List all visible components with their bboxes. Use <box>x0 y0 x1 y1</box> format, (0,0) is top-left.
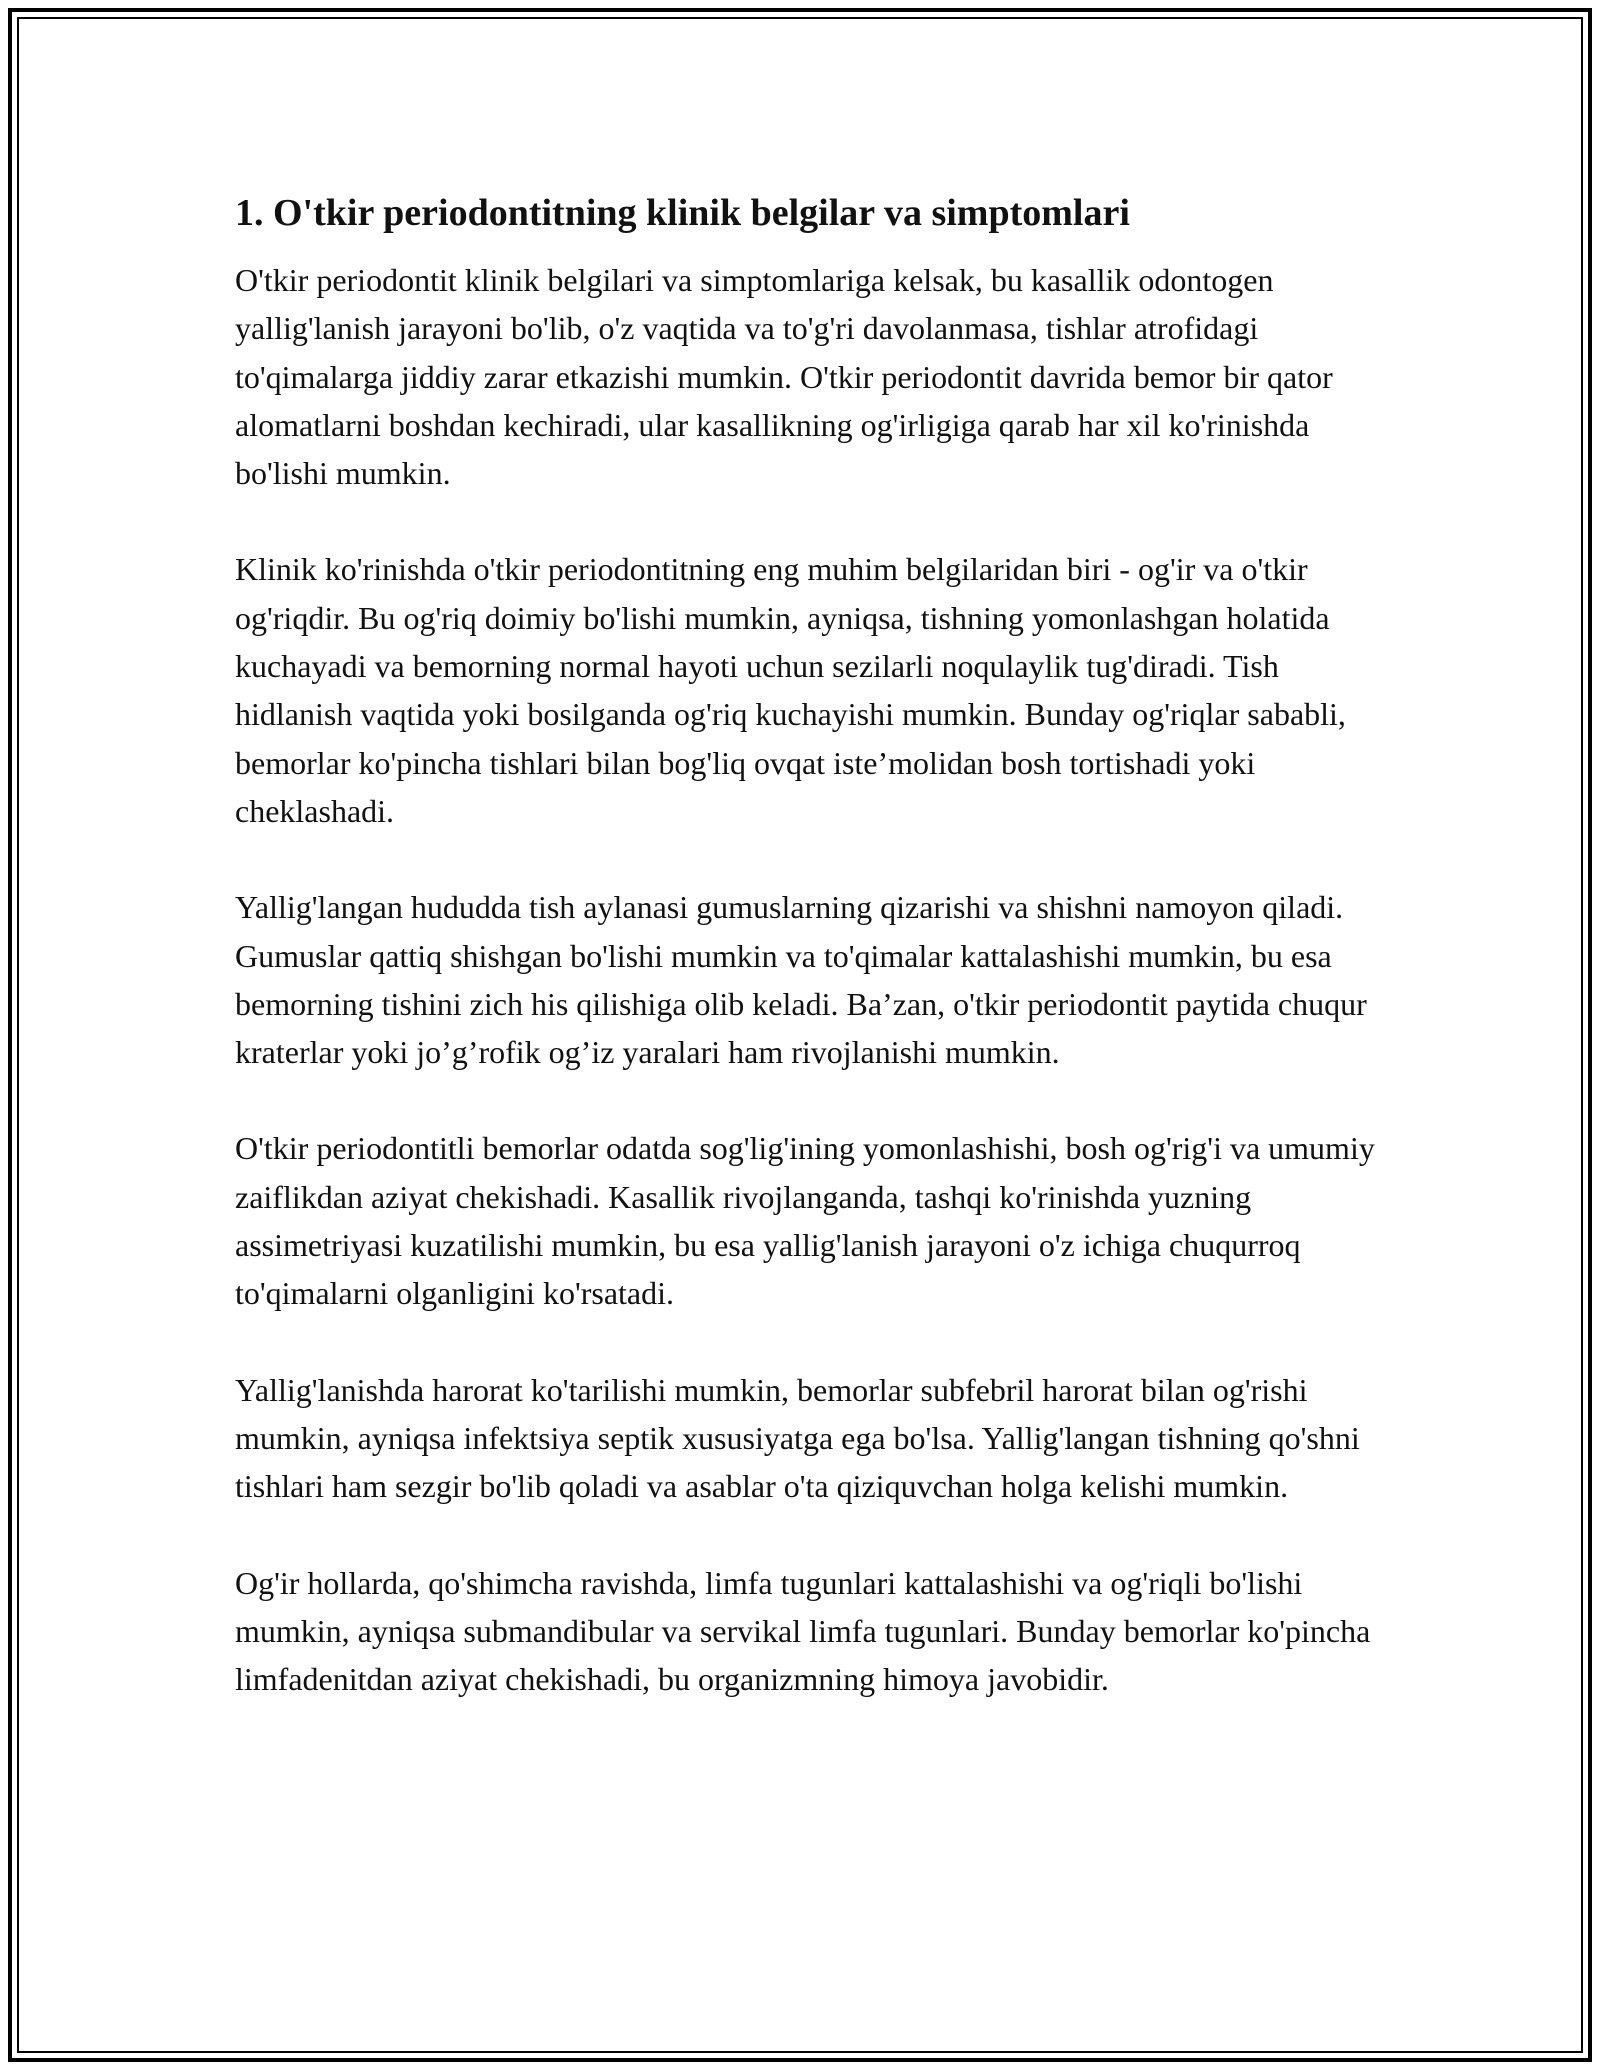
section-heading: 1. O'tkir periodontitning klinik belgilar va simptomlari <box>235 192 1130 234</box>
paragraph-5: Yallig'lanishda harorat ko'tarilishi mumkin, bemorlar subfebril harorat bilan og'rishi mumkin, ayniqsa infektsiya septik xususiyatga ega bo'lsa. Yallig'langan tishning qo'shni tishlari ham sezgir bo'lib qoladi va asablar o'ta qiziquvchan holga kelishi mumkin. <box>235 1371 1360 1505</box>
paragraph-6: Og'ir hollarda, qo'shimcha ravishda, limfa tugunlari kattalashishi va og'riqli bo'lishi mumkin, ayniqsa submandibular va servikal limfa tugunlari. Bunday bemorlar ko'pincha limfadenitdan aziyat chekishadi, bu organizmning himoya javobidir. <box>235 1564 1371 1698</box>
document-body <box>235 186 1375 1703</box>
paragraph-3: Yallig'langan hududda tish aylanasi gumuslarning qizarishi va shishni namoyon qiladi. Gumuslar qattiq shishgan bo'lishi mumkin va to'qimalar kattalashishi mumkin, bu esa bemorning tishini zich his qilishiga olib keladi. Ba’zan, o'tkir periodontit paytida chuqur kraterlar yoki jo’g’rofik og’iz yaralari ham rivojlanishi mumkin. <box>235 889 1367 1071</box>
paragraph-4: O'tkir periodontitli bemorlar odatda sog'lig'ining yomonlashishi, bosh og'rig'i va umumiy zaiflikdan aziyat chekishadi. Kasallik rivojlanganda, tashqi ko'rinishda yuzning assimetriyasi kuzatilishi mumkin, bu esa yallig'lanish jarayoni o'z ichiga chuqurroq to'qimalarni olganligini ko'rsatadi. <box>235 1130 1375 1312</box>
paragraph-2: Klinik ko'rinishda o'tkir periodontitning eng muhim belgilaridan biri - og'ir va o'tkir og'riqdir. Bu og'riq doimiy bo'lishi mumkin, ayniqsa, tishning yomonlashgan holatida kuchayadi va bemorning normal hayoti uchun sezilarli noqulaylik tug'diradi. Tish hidlanish vaqtida yoki bosilganda og'riq kuchayishi mumkin. Bunday og'riqlar sababli, bemorlar ko'pincha tishlari bilan bog'liq ovqat iste’molidan bosh tortishadi yoki cheklashadi. <box>235 551 1346 829</box>
paragraph-1: O'tkir periodontit klinik belgilari va simptomlariga kelsak, bu kasallik odontogen yallig'lanish jarayoni bo'lib, o'z vaqtida va to'g'ri davolanmasa, tishlar atrofidagi to'qimalarga jiddiy zarar etkazishi mumkin. O'tkir periodontit davrida bemor bir qator alomatlarni boshdan kechiradi, ular kasallikning og'irligiga qarab har xil ko'rinishda bo'lishi mumkin. <box>235 262 1333 492</box>
